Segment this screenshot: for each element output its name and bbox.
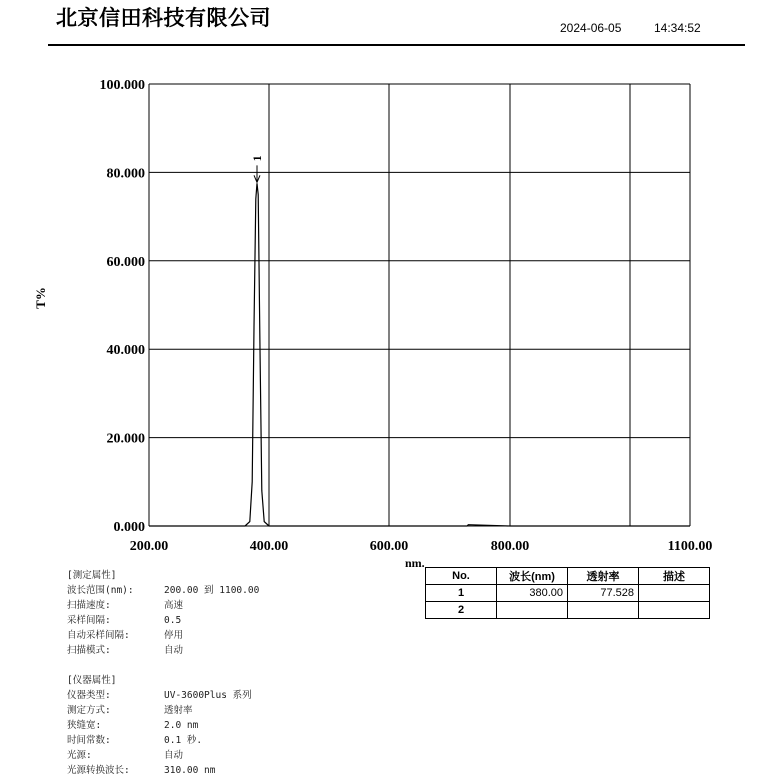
- prop-key: 自动采样间隔:: [67, 630, 130, 641]
- chart-ticks: [100, 78, 713, 554]
- table-row: [426, 585, 710, 602]
- instrument-properties-title: [仪器属性]: [67, 675, 117, 686]
- prop-key: 仪器类型:: [67, 690, 111, 701]
- col-wavelength: 波长(nm): [497, 568, 568, 585]
- row-no: 2: [426, 602, 497, 619]
- table-row: [426, 602, 710, 619]
- peak-table-header: [426, 568, 710, 585]
- prop-value: 透射率: [164, 705, 193, 716]
- prop-value: 停用: [164, 630, 184, 641]
- prop-value: 自动: [164, 750, 184, 761]
- prop-value: 0.1 秒.: [164, 735, 203, 746]
- prop-value: 2.0 nm: [164, 720, 199, 731]
- row-transmittance: [568, 602, 639, 619]
- report-time: 14:34:52: [654, 21, 701, 35]
- col-description: 描述: [639, 568, 710, 585]
- prop-row: [67, 598, 259, 613]
- row-description: [639, 585, 710, 602]
- x-tick-label: 1100.00: [667, 539, 713, 554]
- instrument-properties: [67, 673, 252, 778]
- spectrum-line: [149, 183, 690, 526]
- prop-key: 光源:: [67, 750, 92, 761]
- chart-series: [149, 183, 690, 526]
- prop-row: [67, 583, 259, 598]
- y-tick-label: 0.000: [113, 520, 145, 535]
- prop-row: [67, 688, 252, 703]
- report-date: 2024-06-05: [560, 21, 622, 35]
- prop-value: 0.5: [164, 615, 182, 626]
- y-tick-label: 40.000: [106, 343, 145, 359]
- prop-value: UV-3600Plus 系列: [164, 690, 252, 701]
- peak-table: [425, 567, 710, 619]
- x-tick-label: 200.00: [129, 539, 169, 554]
- y-tick-label: 80.000: [106, 166, 145, 182]
- peak-marker-label: 1: [250, 155, 264, 162]
- measurement-properties-title: [测定属性]: [67, 570, 117, 581]
- y-tick-label: 100.000: [99, 78, 145, 93]
- prop-row: [67, 643, 259, 658]
- prop-value: 200.00 到 1100.00: [164, 585, 260, 596]
- y-axis-label: T%: [32, 287, 48, 309]
- prop-key: 时间常数:: [67, 735, 111, 746]
- chart-peak-markers: [250, 155, 264, 182]
- prop-key: 扫描速度:: [67, 600, 111, 611]
- measurement-properties: [67, 568, 259, 658]
- prop-row: [67, 733, 252, 748]
- prop-row: [67, 718, 252, 733]
- prop-key: 测定方式:: [67, 705, 111, 716]
- x-tick-label: 800.00: [490, 539, 530, 554]
- company-name: 北京信田科技有限公司: [56, 6, 271, 30]
- prop-key: 扫描模式:: [67, 645, 111, 656]
- prop-key: 光源转换波长:: [67, 765, 130, 776]
- prop-value: 310.00 nm: [164, 765, 216, 776]
- y-tick-label: 60.000: [106, 254, 145, 270]
- prop-key: 采样间隔:: [67, 615, 111, 626]
- prop-key: 波长范围(nm):: [67, 585, 134, 596]
- row-description: [639, 602, 710, 619]
- prop-row: [67, 748, 252, 763]
- prop-value: 高速: [164, 600, 184, 611]
- x-tick-label: 400.00: [249, 539, 289, 554]
- prop-row: [67, 763, 252, 778]
- x-tick-label: 600.00: [369, 539, 409, 554]
- prop-row: [67, 703, 252, 718]
- row-wavelength: [497, 602, 568, 619]
- prop-key: 狭缝宽:: [67, 720, 102, 731]
- prop-value: 自动: [164, 645, 184, 656]
- row-no: 1: [426, 585, 497, 602]
- col-no: No.: [426, 568, 497, 585]
- chart-grid: [149, 84, 690, 526]
- row-wavelength: 380.00: [497, 585, 568, 602]
- prop-row: [67, 613, 259, 628]
- prop-row: [67, 628, 259, 643]
- row-transmittance: 77.528: [568, 585, 639, 602]
- y-tick-label: 20.000: [106, 431, 145, 447]
- col-transmittance: 透射率: [568, 568, 639, 585]
- x-axis-label: nm.: [405, 556, 425, 570]
